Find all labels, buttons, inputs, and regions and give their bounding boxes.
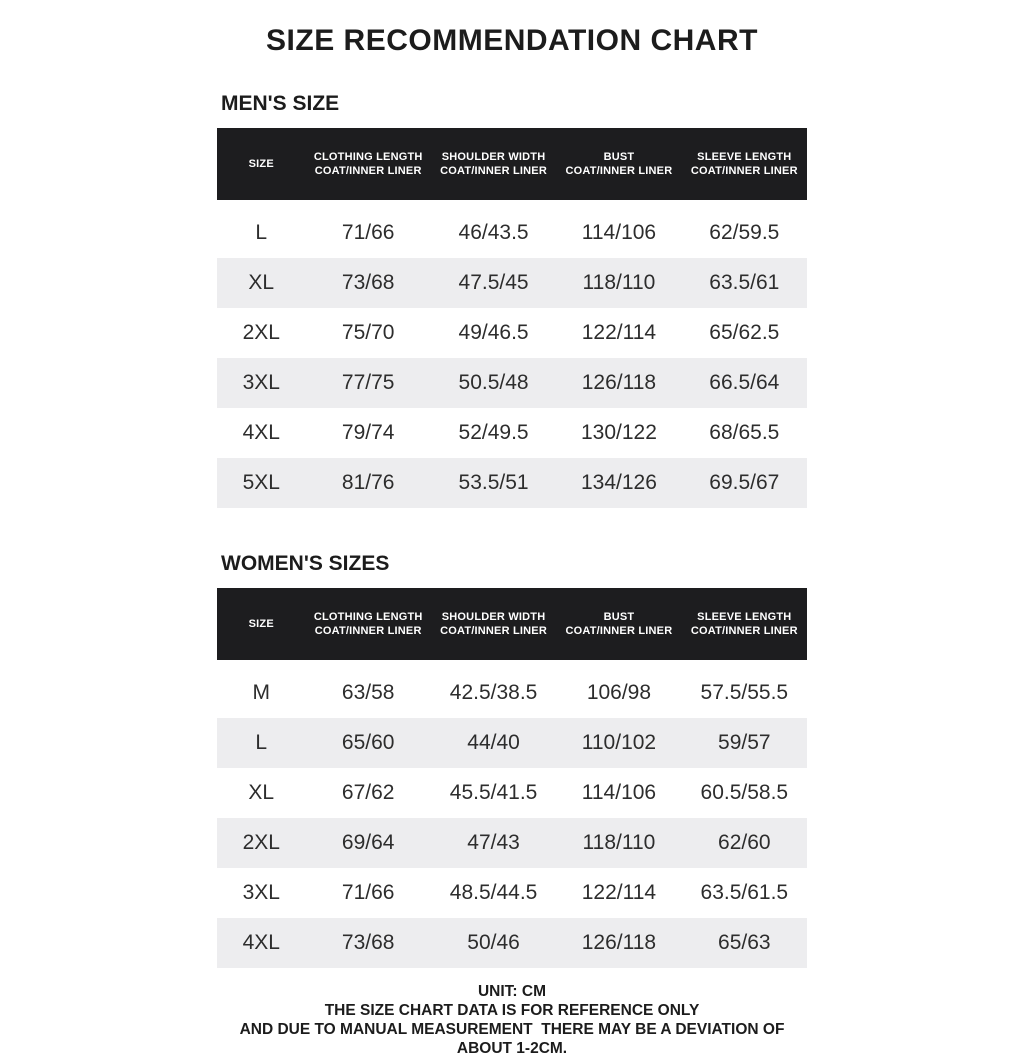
row-value-cell: 69.5/67: [709, 471, 780, 494]
womens-size-section: [217, 552, 807, 968]
row-size-cell: L: [255, 731, 268, 754]
row-value-cell: 65/60: [341, 731, 395, 754]
table-row: [217, 818, 807, 868]
row-value-cell: 44/40: [467, 731, 520, 754]
header-col-label: CLOTHING LENGTH: [313, 151, 423, 163]
row-value-cell: 118/110: [582, 831, 656, 854]
header-col-label: SLEEVE LENGTH: [697, 151, 792, 163]
row-value-cell: 134/126: [580, 471, 657, 494]
footer-unit-note: UNIT: CM: [477, 983, 547, 1000]
header-col-sublabel: COAT/INNER LINER: [314, 625, 422, 637]
header-col-sublabel: COAT/INNER LINER: [440, 625, 547, 637]
row-value-cell: 63/58: [341, 681, 395, 704]
row-size-cell: 5XL: [242, 471, 280, 494]
mens-size-table: [217, 128, 807, 508]
row-value-cell: 42.5/38.5: [449, 681, 538, 704]
row-size-cell: 2XL: [242, 321, 280, 344]
table-row: [217, 868, 807, 918]
footer-notes: [217, 982, 807, 1058]
header-col-sublabel: COAT/INNER LINER: [690, 165, 798, 177]
header-col-label: BUST: [603, 611, 635, 623]
row-value-cell: 106/98: [586, 681, 652, 704]
footer-deviation-note: AND DUE TO MANUAL MEASUREMENT THERE MAY BE A DEVIATION OF ABOUT 1-2CM.: [239, 1021, 789, 1057]
row-value-cell: 60.5/58.5: [700, 781, 789, 804]
row-value-cell: 49/46.5: [458, 321, 529, 344]
womens-size-table: [217, 588, 807, 968]
header-col-label: SIZE: [248, 158, 274, 170]
section-title-womens: WOMEN'S SIZES: [221, 552, 390, 575]
row-size-cell: L: [255, 221, 268, 244]
table-row: [217, 668, 807, 718]
row-value-cell: 122/114: [581, 321, 657, 344]
row-value-cell: 62/60: [718, 831, 771, 854]
table-row: [217, 258, 807, 308]
row-value-cell: 81/76: [341, 471, 395, 494]
header-col-sublabel: COAT/INNER LINER: [440, 165, 547, 177]
row-value-cell: 47.5/45: [458, 271, 529, 294]
row-value-cell: 122/114: [581, 881, 657, 904]
row-value-cell: 66.5/64: [709, 371, 780, 394]
table-row: [217, 358, 807, 408]
row-value-cell: 46/43.5: [458, 221, 529, 244]
row-value-cell: 126/118: [581, 371, 657, 394]
table-body: [217, 668, 807, 968]
row-value-cell: 65/62.5: [709, 321, 780, 344]
row-value-cell: 50/46: [467, 931, 520, 954]
row-size-cell: XL: [248, 271, 275, 294]
row-value-cell: 50.5/48: [458, 371, 529, 394]
header-cell-size: [217, 157, 306, 171]
row-value-cell: 77/75: [341, 371, 395, 394]
header-cell: [431, 610, 556, 638]
row-value-cell: 52/49.5: [458, 421, 529, 444]
table-row: [217, 308, 807, 358]
header-cell: [682, 610, 807, 638]
table-row: [217, 768, 807, 818]
header-cell-size: [217, 617, 306, 631]
header-col-sublabel: COAT/INNER LINER: [565, 165, 673, 177]
row-value-cell: 57.5/55.5: [700, 681, 789, 704]
row-value-cell: 68/65.5: [709, 421, 780, 444]
header-col-label: SLEEVE LENGTH: [697, 611, 792, 623]
row-value-cell: 63.5/61.5: [700, 881, 789, 904]
table-row: [217, 458, 807, 508]
header-col-sublabel: COAT/INNER LINER: [314, 165, 422, 177]
header-col-label: SHOULDER WIDTH: [441, 151, 546, 163]
header-col-sublabel: COAT/INNER LINER: [690, 625, 798, 637]
row-size-cell: XL: [248, 781, 275, 804]
row-size-cell: M: [252, 681, 270, 704]
row-value-cell: 114/106: [581, 221, 657, 244]
row-value-cell: 126/118: [581, 931, 657, 954]
header-col-label: CLOTHING LENGTH: [313, 611, 423, 623]
header-cell: [556, 610, 681, 638]
table-header-row: [217, 128, 807, 200]
header-col-label: BUST: [603, 151, 635, 163]
footer-reference-note: THE SIZE CHART DATA IS FOR REFERENCE ONLY: [324, 1002, 700, 1019]
row-value-cell: 59/57: [718, 731, 771, 754]
row-value-cell: 53.5/51: [458, 471, 529, 494]
row-value-cell: 71/66: [341, 881, 395, 904]
mens-size-section: [217, 92, 807, 508]
header-cell: [556, 150, 681, 178]
row-value-cell: 130/122: [580, 421, 657, 444]
header-col-label: SIZE: [248, 618, 274, 630]
header-cell: [306, 610, 431, 638]
chart-content: [217, 92, 807, 1058]
row-value-cell: 79/74: [341, 421, 395, 444]
table-row: [217, 208, 807, 258]
row-value-cell: 65/63: [718, 931, 771, 954]
header-cell: [682, 150, 807, 178]
section-title-mens: MEN'S SIZE: [221, 92, 340, 115]
row-value-cell: 62/59.5: [709, 221, 780, 244]
row-value-cell: 67/62: [341, 781, 395, 804]
row-value-cell: 45.5/41.5: [449, 781, 538, 804]
header-cell: [306, 150, 431, 178]
table-body: [217, 208, 807, 508]
row-value-cell: 118/110: [582, 271, 656, 294]
row-value-cell: 47/43: [467, 831, 520, 854]
header-cell: [431, 150, 556, 178]
table-row: [217, 918, 807, 968]
row-value-cell: 73/68: [341, 931, 395, 954]
row-size-cell: 2XL: [242, 831, 280, 854]
row-value-cell: 110/102: [581, 731, 657, 754]
table-header-row: [217, 588, 807, 660]
row-value-cell: 63.5/61: [709, 271, 780, 294]
header-col-label: SHOULDER WIDTH: [441, 611, 546, 623]
row-value-cell: 71/66: [341, 221, 395, 244]
row-size-cell: 4XL: [242, 421, 280, 444]
header-col-sublabel: COAT/INNER LINER: [565, 625, 673, 637]
table-row: [217, 718, 807, 768]
row-size-cell: 4XL: [242, 931, 280, 954]
row-value-cell: 75/70: [341, 321, 395, 344]
row-value-cell: 114/106: [581, 781, 657, 804]
table-row: [217, 408, 807, 458]
row-value-cell: 69/64: [341, 831, 395, 854]
row-size-cell: 3XL: [242, 881, 280, 904]
row-value-cell: 73/68: [341, 271, 395, 294]
row-value-cell: 48.5/44.5: [449, 881, 538, 904]
row-size-cell: 3XL: [242, 371, 280, 394]
page-title: SIZE RECOMMENDATION CHART: [266, 24, 758, 57]
